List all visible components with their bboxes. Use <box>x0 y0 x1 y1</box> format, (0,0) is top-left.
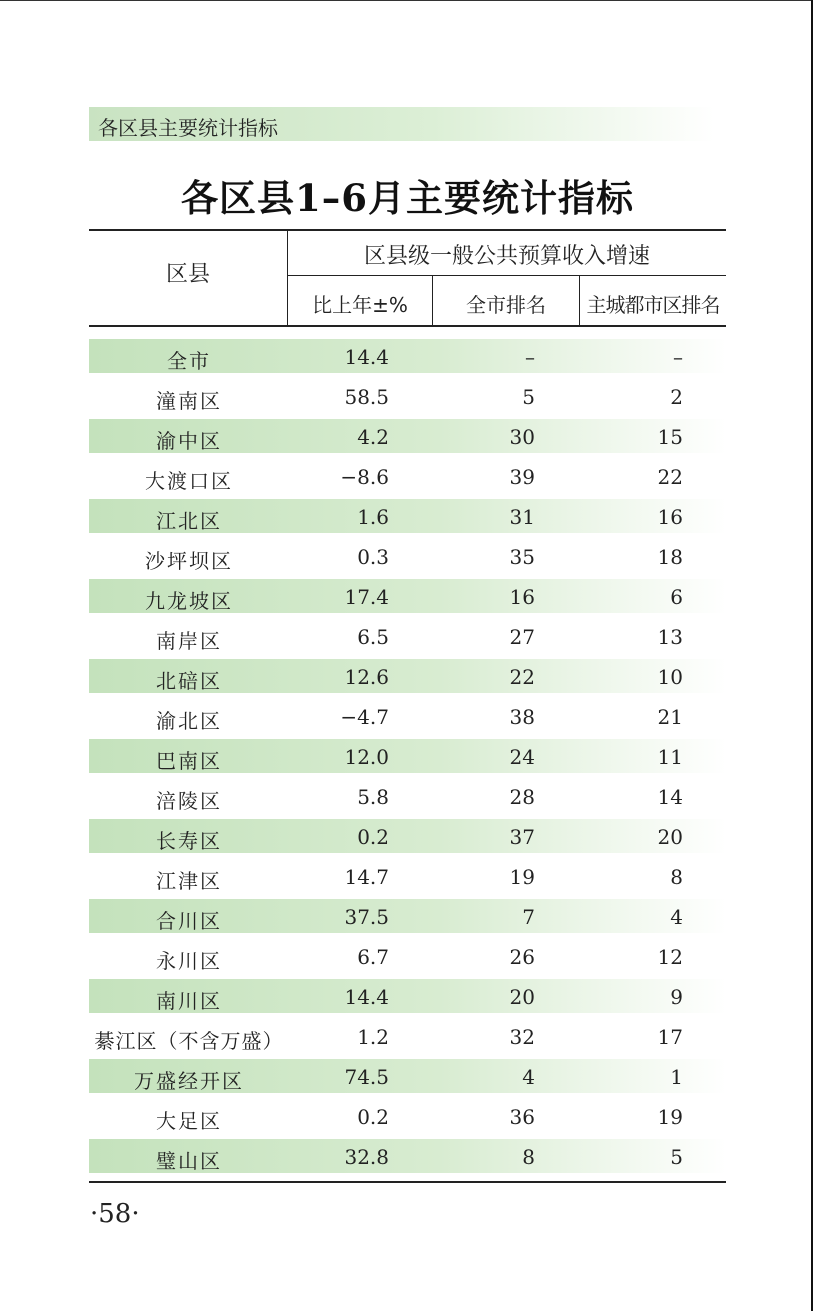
district-name: 璧山区 <box>156 1149 222 1173</box>
city-rank-value: 22 <box>509 665 535 689</box>
growth-value: 0.3 <box>357 545 389 569</box>
city-rank-value: 26 <box>509 945 535 969</box>
district-name: 永川区 <box>156 949 222 973</box>
table-row <box>89 979 726 1013</box>
district-name: 南岸区 <box>156 629 222 653</box>
growth-value: 0.2 <box>357 825 389 849</box>
district-name: 渝中区 <box>156 429 222 453</box>
main-urban-rank-value: 20 <box>657 825 683 849</box>
city-rank-value: 20 <box>509 985 535 1009</box>
growth-value: 17.4 <box>344 585 389 609</box>
growth-value: 6.7 <box>357 945 389 969</box>
main-urban-rank-value: 22 <box>657 465 683 489</box>
growth-value: 6.5 <box>357 625 389 649</box>
city-rank-value: 5 <box>522 385 535 409</box>
section-header-text: 各区县主要统计指标 <box>98 116 278 140</box>
table-row <box>89 819 726 853</box>
table-bottom-rule <box>89 1181 726 1183</box>
district-name: 北碚区 <box>156 669 222 693</box>
header-bottom-rule <box>89 325 726 327</box>
city-rank-value: 7 <box>522 905 535 929</box>
main-urban-rank-value: 1 <box>670 1065 683 1089</box>
growth-value: 1.6 <box>357 505 389 529</box>
main-urban-rank-value: 5 <box>670 1145 683 1169</box>
growth-value: 14.4 <box>344 345 389 369</box>
city-rank-value: 35 <box>509 545 535 569</box>
city-rank-value: 24 <box>509 745 535 769</box>
main-urban-rank-value: 14 <box>657 785 683 809</box>
growth-value: 58.5 <box>344 385 389 409</box>
header-budget-revenue-growth: 区县级一般公共预算收入增速 <box>363 244 650 269</box>
district-name: 沙坪坝区 <box>145 549 233 573</box>
group-header-rule <box>288 275 726 276</box>
growth-value: 0.2 <box>357 1105 389 1129</box>
growth-value: 1.2 <box>357 1025 389 1049</box>
main-urban-rank-value: 17 <box>657 1025 683 1049</box>
main-urban-rank-value: 13 <box>657 625 683 649</box>
main-urban-rank-value: 8 <box>670 865 683 889</box>
table-top-rule <box>89 229 726 231</box>
table-row <box>89 579 726 613</box>
city-rank-value: 39 <box>509 465 535 489</box>
district-name: 大足区 <box>156 1109 222 1133</box>
main-urban-rank-value: 2 <box>670 385 683 409</box>
growth-value: 12.6 <box>344 665 389 689</box>
district-name: 巴南区 <box>156 749 222 773</box>
table-row <box>89 1099 726 1133</box>
table-row <box>89 659 726 693</box>
header-main-urban-rank: 主城都市区排名 <box>586 293 720 317</box>
header-district: 区县 <box>165 262 210 287</box>
table-row <box>89 899 726 933</box>
growth-value: 37.5 <box>344 905 389 929</box>
growth-value: 14.4 <box>344 985 389 1009</box>
city-rank-value: 27 <box>509 625 535 649</box>
table-row <box>89 859 726 893</box>
city-rank-value: 19 <box>509 865 535 889</box>
district-name: 九龙坡区 <box>145 589 233 613</box>
main-urban-rank-value: – <box>673 345 683 369</box>
table-row <box>89 539 726 573</box>
growth-value: 74.5 <box>344 1065 389 1089</box>
page-top-border <box>0 0 813 1</box>
main-urban-rank-value: 21 <box>657 705 683 729</box>
main-urban-rank-value: 9 <box>670 985 683 1009</box>
district-name: 江北区 <box>156 509 222 533</box>
district-name: 江津区 <box>156 869 222 893</box>
table-row <box>89 379 726 413</box>
district-name: 合川区 <box>156 909 222 933</box>
table-row <box>89 499 726 533</box>
main-urban-rank-value: 6 <box>670 585 683 609</box>
table-row <box>89 779 726 813</box>
page-title: 各区县1–6月主要统计指标 <box>181 176 634 220</box>
page-right-border <box>811 0 813 1311</box>
table-row <box>89 619 726 653</box>
table-row <box>89 419 726 453</box>
growth-value: −8.6 <box>340 465 389 489</box>
district-name: 涪陵区 <box>156 789 222 813</box>
growth-value: 12.0 <box>344 745 389 769</box>
district-name: 长寿区 <box>156 829 222 853</box>
city-rank-value: 4 <box>522 1065 535 1089</box>
district-name: 全市 <box>167 349 211 373</box>
district-name: 万盛经开区 <box>134 1069 244 1093</box>
main-urban-rank-value: 10 <box>657 665 683 689</box>
page-number: ·58· <box>90 1199 140 1229</box>
table-row <box>89 339 726 373</box>
city-rank-value: 8 <box>522 1145 535 1169</box>
growth-value: 4.2 <box>357 425 389 449</box>
district-name: 潼南区 <box>156 389 222 413</box>
city-rank-value: 28 <box>509 785 535 809</box>
growth-value: −4.7 <box>340 705 389 729</box>
city-rank-value: 37 <box>509 825 535 849</box>
main-urban-rank-value: 16 <box>657 505 683 529</box>
main-urban-rank-value: 15 <box>657 425 683 449</box>
city-rank-value: 30 <box>509 425 535 449</box>
city-rank-value: – <box>525 345 535 369</box>
table-row <box>89 1139 726 1173</box>
table-row <box>89 1059 726 1093</box>
district-name: 南川区 <box>156 989 222 1013</box>
growth-value: 32.8 <box>344 1145 389 1169</box>
section-header-band <box>89 107 714 141</box>
district-name: 大渡口区 <box>145 469 233 493</box>
table-row <box>89 699 726 733</box>
table-row <box>89 459 726 493</box>
main-urban-rank-value: 12 <box>657 945 683 969</box>
growth-value: 14.7 <box>344 865 389 889</box>
table-row <box>89 739 726 773</box>
city-rank-value: 36 <box>509 1105 535 1129</box>
city-rank-value: 16 <box>509 585 535 609</box>
district-name: 綦江区（不含万盛） <box>94 1029 284 1053</box>
city-rank-value: 32 <box>509 1025 535 1049</box>
table-row <box>89 939 726 973</box>
header-growth: 比上年±% <box>312 293 408 317</box>
main-urban-rank-value: 4 <box>670 905 683 929</box>
main-urban-rank-value: 18 <box>657 545 683 569</box>
header-city-rank: 全市排名 <box>466 293 546 317</box>
growth-value: 5.8 <box>357 785 389 809</box>
table-row <box>89 1019 726 1053</box>
main-urban-rank-value: 19 <box>657 1105 683 1129</box>
main-urban-rank-value: 11 <box>657 745 683 769</box>
district-name: 渝北区 <box>156 709 222 733</box>
city-rank-value: 31 <box>509 505 535 529</box>
city-rank-value: 38 <box>509 705 535 729</box>
